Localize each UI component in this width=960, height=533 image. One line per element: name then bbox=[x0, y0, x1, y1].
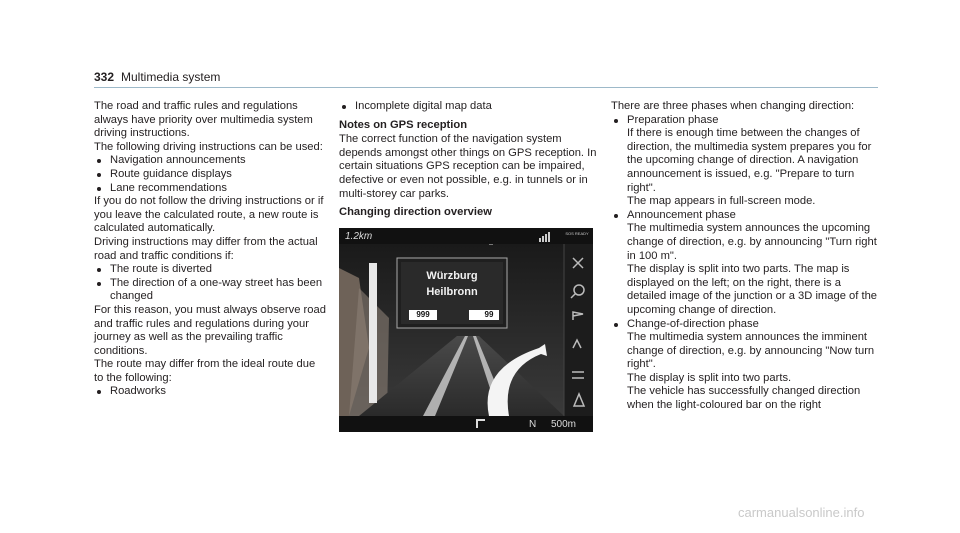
compass-label: N bbox=[529, 418, 537, 430]
bullet-item: Preparation phase bbox=[611, 114, 881, 128]
page-number: 332 bbox=[94, 70, 115, 84]
indented-paragraph: The display is split into two parts. The map is displayed on the left; on the right, there is a detailed image of the junction or a 3D image of the upcoming change of direction. bbox=[627, 263, 878, 316]
heading-changing-direction: Changing direction overview bbox=[339, 206, 492, 219]
paragraph: Driving instructions may differ from the actual road and traffic conditions if: bbox=[94, 235, 318, 262]
bullet-item: The route is diverted bbox=[94, 263, 326, 277]
distance-top-label: 1.2km bbox=[345, 230, 373, 242]
bullet-item: Roadworks bbox=[94, 385, 326, 399]
column-right bbox=[611, 100, 881, 413]
indented-paragraph: The multimedia system announces the imminent change of direction, e.g. by announcing "Now turn right". bbox=[627, 331, 875, 371]
bullet-item: Navigation announcements bbox=[94, 154, 326, 168]
indented-paragraph: The multimedia system announces the upcoming change of direction, e.g. by announcing "Turn right in 100 m". bbox=[627, 222, 877, 262]
bullet-item: Incomplete digital map data bbox=[339, 100, 597, 114]
bullet-item: Announcement phase bbox=[611, 209, 881, 223]
paragraph: For this reason, you must always observe road and traffic rules and regulations during your journey as well as the prevailing traffic conditions. bbox=[94, 303, 326, 357]
bullet-item: Lane recommendations bbox=[94, 182, 326, 196]
navigation-display-illustration bbox=[339, 228, 593, 432]
watermark: carmanualsonline.info bbox=[738, 505, 865, 520]
sign-destination-1: Würzburg bbox=[426, 269, 478, 282]
section-title: Multimedia system bbox=[121, 70, 221, 84]
header-rule bbox=[94, 87, 878, 88]
bullet-item: Route guidance displays bbox=[94, 168, 326, 182]
paragraph: The following driving instructions can be used: bbox=[94, 140, 323, 153]
sos-label: SOS READY bbox=[565, 230, 589, 236]
indented-paragraph: The vehicle has successfully changed direction when the light-coloured bar on the right bbox=[627, 385, 861, 412]
bullet-item: The direction of a one-way street has been changed bbox=[94, 277, 326, 304]
heading-gps-reception: Notes on GPS reception bbox=[339, 118, 468, 131]
paragraph: If you do not follow the driving instructions or if you leave the calculated route, a new route is calculated automatically. bbox=[94, 195, 324, 235]
navigation-display-figure bbox=[339, 228, 593, 432]
road-number-right: 99 bbox=[484, 309, 494, 319]
paragraph: The correct function of the navigation system depends amongst other things on GPS reception. In certain situations GPS reception can be impaired, defective or even not possible, e.g. in tunnels or in multi-storey car parks. bbox=[339, 133, 597, 200]
paragraph: The road and traffic rules and regulations always have priority over multimedia system driving instructions. bbox=[94, 100, 313, 140]
paragraph: The route may differ from the ideal route due to the following: bbox=[94, 358, 316, 384]
bullet-item: Change-of-direction phase bbox=[611, 318, 881, 332]
column-middle bbox=[339, 100, 597, 432]
distance-bottom-label: 500m bbox=[551, 418, 577, 430]
indented-paragraph: If there is enough time between the changes of direction, the multimedia system prepares you for the upcoming change of direction. A navigation announcement is issued, e.g. "Prepare to turn right". bbox=[627, 127, 872, 194]
column-left bbox=[94, 100, 326, 399]
sign-destination-2: Heilbronn bbox=[426, 285, 478, 298]
road-number-left: 999 bbox=[416, 309, 430, 319]
indented-paragraph: The display is split into two parts. bbox=[627, 371, 792, 384]
paragraph: There are three phases when changing direction: bbox=[611, 100, 855, 112]
indented-paragraph: The map appears in full-screen mode. bbox=[627, 195, 816, 208]
